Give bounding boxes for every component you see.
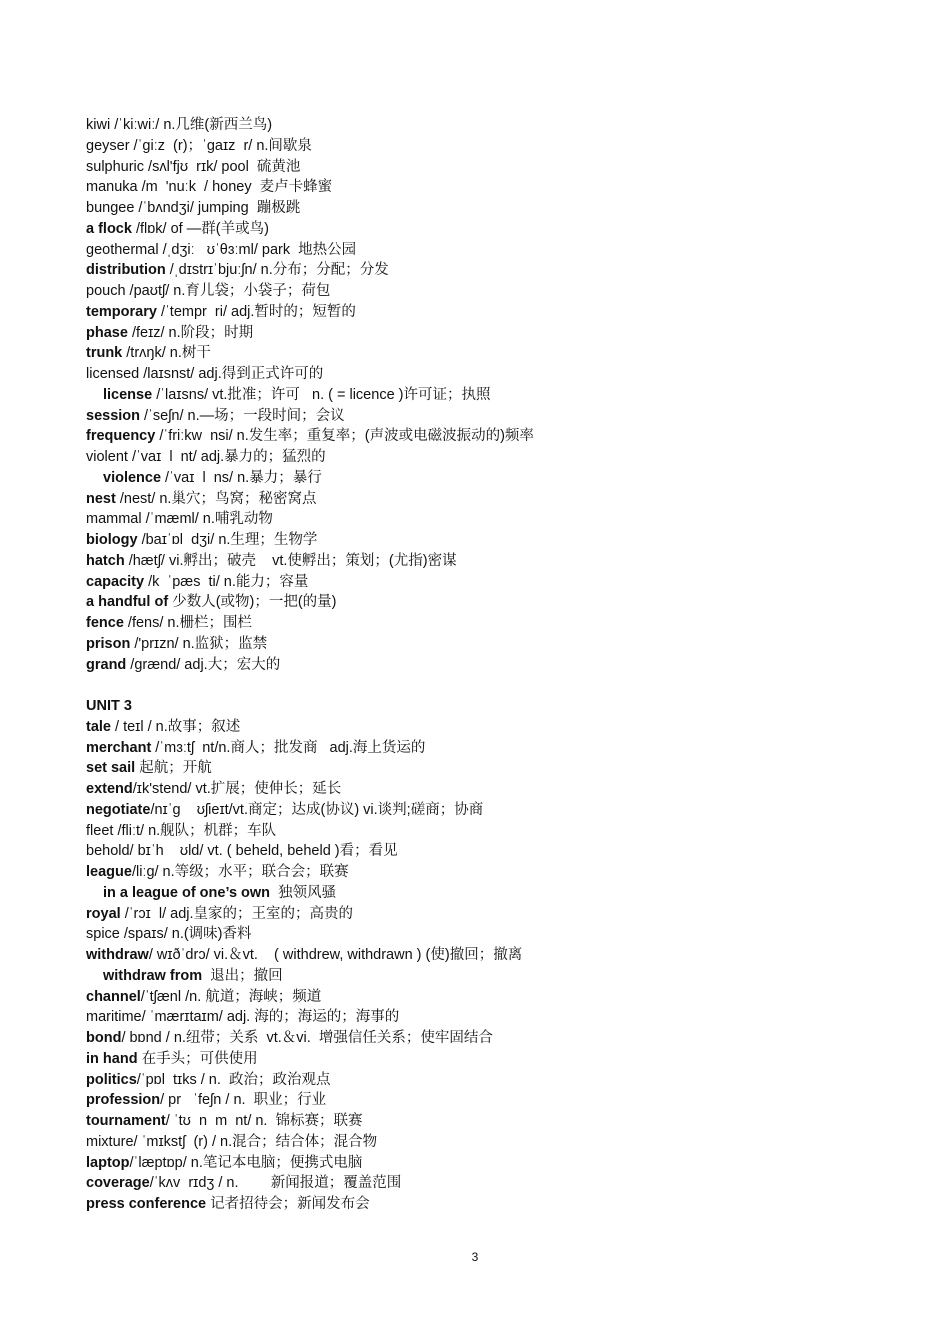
entry-definition: /ˈpɒl tɪks / n. 政治；政治观点	[136, 1071, 331, 1088]
entry-definition: /trʌŋk/ n.树干	[122, 345, 211, 362]
entry-definition: /liːɡ/ n.等级；水平；联合会；联赛	[131, 864, 349, 880]
entry-definition: /ˈvaɪ l ns/ n.暴力；暴行	[161, 469, 322, 486]
entry-headword: bond	[86, 1030, 122, 1046]
vocab-entry	[86, 966, 916, 987]
entry-headword: in hand	[86, 1050, 138, 1067]
entry-headword: biology	[86, 532, 138, 548]
entry-headword: channel	[86, 988, 141, 1005]
entry-headword: tale	[86, 718, 111, 735]
entry-definition: 记者招待会；新闻发布会	[206, 1196, 370, 1212]
entry-headword: prison	[86, 635, 131, 652]
vocab-entry	[86, 1028, 916, 1049]
entry-definition: 起航；开航	[135, 760, 212, 777]
entry-definition: /'prɪzn/ n.监狱；监禁	[130, 635, 268, 652]
entry-headword: coverage	[86, 1175, 150, 1192]
entry-headword: geothermal	[86, 241, 159, 258]
page-number: 3	[471, 1250, 479, 1264]
entry-definition: /ˈtempr ri/ adj.暂时的；短暂的	[156, 303, 356, 320]
entry-definition: 退出；撤回	[202, 967, 283, 984]
entry-headword: geyser	[86, 137, 130, 154]
vocab-entry	[86, 883, 916, 904]
entry-definition: /m 'nuːk / honey 麦卢卡蜂蜜	[137, 179, 333, 196]
entry-definition: / teɪl / n.故事；叙述	[111, 718, 241, 735]
entry-definition: /k ˈpæs ti/ n.能力；容量	[144, 573, 309, 590]
entry-headword: licensed	[86, 366, 140, 382]
entry-definition: 少数人(或物)；一把(的量)	[168, 594, 337, 611]
entry-headword: merchant	[86, 739, 152, 756]
vocab-entry	[86, 987, 916, 1008]
entry-headword: withdraw from	[103, 967, 203, 984]
entry-definition: /ˈkʌv rɪdʒ / n. 新闻报道；覆盖范围	[149, 1175, 402, 1192]
entry-definition: /ɪk'stend/ vt.扩展；使伸长；延长	[132, 781, 342, 797]
entry-definition: /ˈkiːwiː/ n.几维(新西兰鸟)	[110, 117, 273, 133]
entry-headword: pouch	[86, 283, 126, 299]
entry-headword: maritime	[86, 1009, 142, 1026]
entry-definition: /sʌl'fjʊ rɪk/ pool 硫黄池	[144, 158, 301, 175]
entry-definition: /nest/ n.巢穴；鸟窝；秘密窝点	[115, 490, 317, 507]
entry-headword: a flock	[86, 220, 132, 237]
vocab-entry	[86, 572, 916, 593]
entry-headword: license	[103, 386, 153, 403]
entry-headword: league	[86, 864, 132, 880]
entry-definition: 独领风骚	[270, 884, 337, 901]
vocab-entry	[86, 406, 916, 427]
vocab-entry	[86, 260, 916, 281]
vocab-entry	[86, 904, 916, 925]
vocab-entry	[86, 1049, 916, 1070]
entry-definition: /spaɪs/ n.(调味)香料	[119, 926, 252, 943]
vocab-entry	[86, 1090, 916, 1111]
entry-definition: / pr ˈfeʃn / n. 职业；行业	[160, 1092, 327, 1109]
entry-definition: /fens/ n.栅栏；围栏	[123, 615, 253, 631]
vocab-entry	[86, 1153, 916, 1174]
entry-headword: behold	[86, 843, 130, 860]
entry-definition: / ˈmɪkstʃ (r) / n.混合；结合体；混合物	[133, 1133, 378, 1150]
vocab-entry	[86, 302, 916, 323]
entry-headword: tournament	[86, 1113, 166, 1129]
entry-headword: UNIT 3	[86, 698, 132, 714]
vocab-entry	[86, 343, 916, 364]
entry-headword: negotiate	[86, 801, 151, 818]
vocab-entry	[86, 240, 916, 261]
entry-definition: /ˈseʃn/ n.—场；一段时间；会议	[140, 407, 345, 424]
entry-definition: 在手头；可供使用	[137, 1050, 258, 1067]
entry-headword: mixture	[86, 1133, 134, 1150]
entry-headword: sulphuric	[86, 158, 145, 175]
vocab-entry	[86, 136, 916, 157]
vocab-entry	[86, 323, 916, 344]
entry-headword: kiwi	[86, 117, 111, 133]
entry-headword: royal	[86, 905, 121, 922]
vocab-entry	[86, 489, 916, 510]
vocab-entry	[86, 509, 916, 530]
vocab-entry	[86, 1111, 916, 1132]
vocab-entry	[86, 530, 916, 551]
entry-definition: / ˈtʊ n m nt/ n. 锦标赛；联赛	[165, 1113, 363, 1129]
vocab-entry	[86, 551, 916, 572]
vocab-entry	[86, 655, 916, 676]
entry-definition: / bɪˈh ʊld/ vt. ( beheld, beheld )看；看见	[129, 843, 398, 860]
vocab-entry	[86, 592, 916, 613]
entry-definition: /ˈmæml/ n.哺乳动物	[141, 511, 273, 528]
entry-definition: / bɒnd / n.纽带；关系 vt.＆vi. 增强信任关系；使牢固结合	[121, 1030, 493, 1046]
vocab-entry	[86, 800, 916, 821]
entry-definition: /ˈvaɪ l nt/ adj.暴力的；猛烈的	[127, 449, 326, 465]
entry-headword: press conference	[86, 1196, 207, 1212]
entry-headword: temporary	[86, 303, 157, 320]
entry-definition: /flɒk/ of —群(羊或鸟)	[131, 220, 269, 237]
entry-definition: /baɪˈɒl dʒi/ n.生理；生物学	[137, 532, 318, 548]
entry-definition: /ˌdɪstrɪˈbjuːʃn/ n.分布；分配；分发	[165, 262, 389, 279]
vocab-entry	[86, 738, 916, 759]
entry-headword: violence	[103, 469, 162, 486]
entry-headword: fence	[86, 615, 124, 631]
entry-headword: extend	[86, 781, 133, 797]
entry-headword: fleet	[86, 822, 114, 839]
entry-headword: frequency	[86, 428, 156, 445]
vocab-entry	[86, 924, 916, 945]
entry-headword: withdraw	[86, 947, 149, 963]
entry-headword: profession	[86, 1092, 161, 1109]
vocab-entry	[86, 841, 916, 862]
entry-definition: /ɡrænd/ adj.大；宏大的	[126, 656, 281, 673]
vocab-entry	[86, 198, 916, 219]
entry-definition: /ˈfriːkw nsi/ n.发生率；重复率；(声波或电磁波振动的)频率	[155, 428, 534, 445]
entry-headword: spice	[86, 926, 120, 943]
vocab-entry	[86, 675, 916, 696]
vocab-entry	[86, 426, 916, 447]
vocab-entry	[86, 1007, 916, 1028]
vocab-entry	[86, 115, 916, 136]
vocab-entry	[86, 385, 916, 406]
entry-definition: / wɪðˈdrɔ/ vi.＆vt. ( withdrew, withdrawn ) (使)撤回；撤离	[148, 947, 523, 963]
vocab-entry	[86, 1132, 916, 1153]
entry-headword: set sail	[86, 760, 136, 777]
entry-definition: /paʊtʃ/ n.育儿袋；小袋子；荷包	[125, 283, 331, 299]
vocabulary-list	[86, 115, 916, 1215]
entry-headword: bungee	[86, 200, 135, 216]
entry-definition: /feɪz/ n.阶段；时期	[127, 324, 254, 341]
entry-definition: /laɪsnst/ adj.得到正式许可的	[139, 366, 324, 382]
vocab-entry	[86, 219, 916, 240]
entry-headword: distribution	[86, 262, 166, 279]
entry-definition: /ˈbʌndʒi/ jumping 蹦极跳	[134, 200, 301, 216]
entry-definition: /ˈtʃænl /n. 航道；海峡；频道	[140, 988, 322, 1005]
vocab-entry	[86, 613, 916, 634]
vocab-entry	[86, 1194, 916, 1215]
entry-headword: violent	[86, 449, 128, 465]
unit-heading	[86, 696, 916, 717]
vocab-entry	[86, 177, 916, 198]
entry-headword: trunk	[86, 345, 123, 362]
entry-definition: /nɪˈɡ ʊʃieɪt/vt.商定；达成(协议) vi.谈判;磋商；协商	[150, 801, 484, 818]
vocab-entry	[86, 157, 916, 178]
vocab-entry	[86, 717, 916, 738]
entry-definition: /ˈmɜːtʃ nt/n.商人；批发商 adj.海上货运的	[151, 739, 426, 756]
entry-definition: /ˌdʒiː ʊˈθɜːml/ park 地热公园	[158, 241, 357, 258]
entry-headword: capacity	[86, 573, 145, 590]
vocab-entry	[86, 1070, 916, 1091]
vocab-entry	[86, 821, 916, 842]
vocab-entry	[86, 758, 916, 779]
entry-headword: laptop	[86, 1154, 130, 1171]
vocab-entry	[86, 779, 916, 800]
entry-headword: nest	[86, 490, 116, 507]
entry-definition: /ˈrɔɪ l/ adj.皇家的；王室的；高贵的	[120, 905, 354, 922]
entry-definition: /ˈlaɪsns/ vt.批准；许可 n. ( = licence )许可证；执照	[152, 386, 491, 403]
entry-definition: /hætʃ/ vi.孵出；破壳 vt.使孵出；策划；(尤指)密谋	[124, 552, 457, 569]
entry-headword: mammal	[86, 511, 142, 528]
vocab-entry	[86, 281, 916, 302]
entry-headword: in a league of one’s own	[103, 884, 271, 901]
vocab-entry	[86, 1173, 916, 1194]
entry-headword: hatch	[86, 552, 125, 569]
entry-headword: a handful of	[86, 594, 169, 611]
entry-definition: /fliːt/ n.舰队；机群；车队	[113, 822, 277, 839]
entry-definition: /ˈɡiːz (r)；ˈɡaɪz r/ n.间歇泉	[129, 137, 312, 154]
entry-definition: / ˈmærɪtaɪm/ adj. 海的；海运的；海事的	[141, 1009, 400, 1026]
entry-headword: politics	[86, 1071, 137, 1088]
vocab-entry	[86, 945, 916, 966]
entry-headword: grand	[86, 656, 127, 673]
entry-definition: /ˈlæptɒp/ n.笔记本电脑；便携式电脑	[129, 1154, 363, 1171]
entry-headword: session	[86, 407, 140, 424]
entry-headword: manuka	[86, 179, 138, 196]
vocab-entry	[86, 447, 916, 468]
vocab-entry	[86, 364, 916, 385]
vocab-entry	[86, 468, 916, 489]
entry-headword: phase	[86, 324, 128, 341]
vocab-entry	[86, 862, 916, 883]
vocab-entry	[86, 634, 916, 655]
